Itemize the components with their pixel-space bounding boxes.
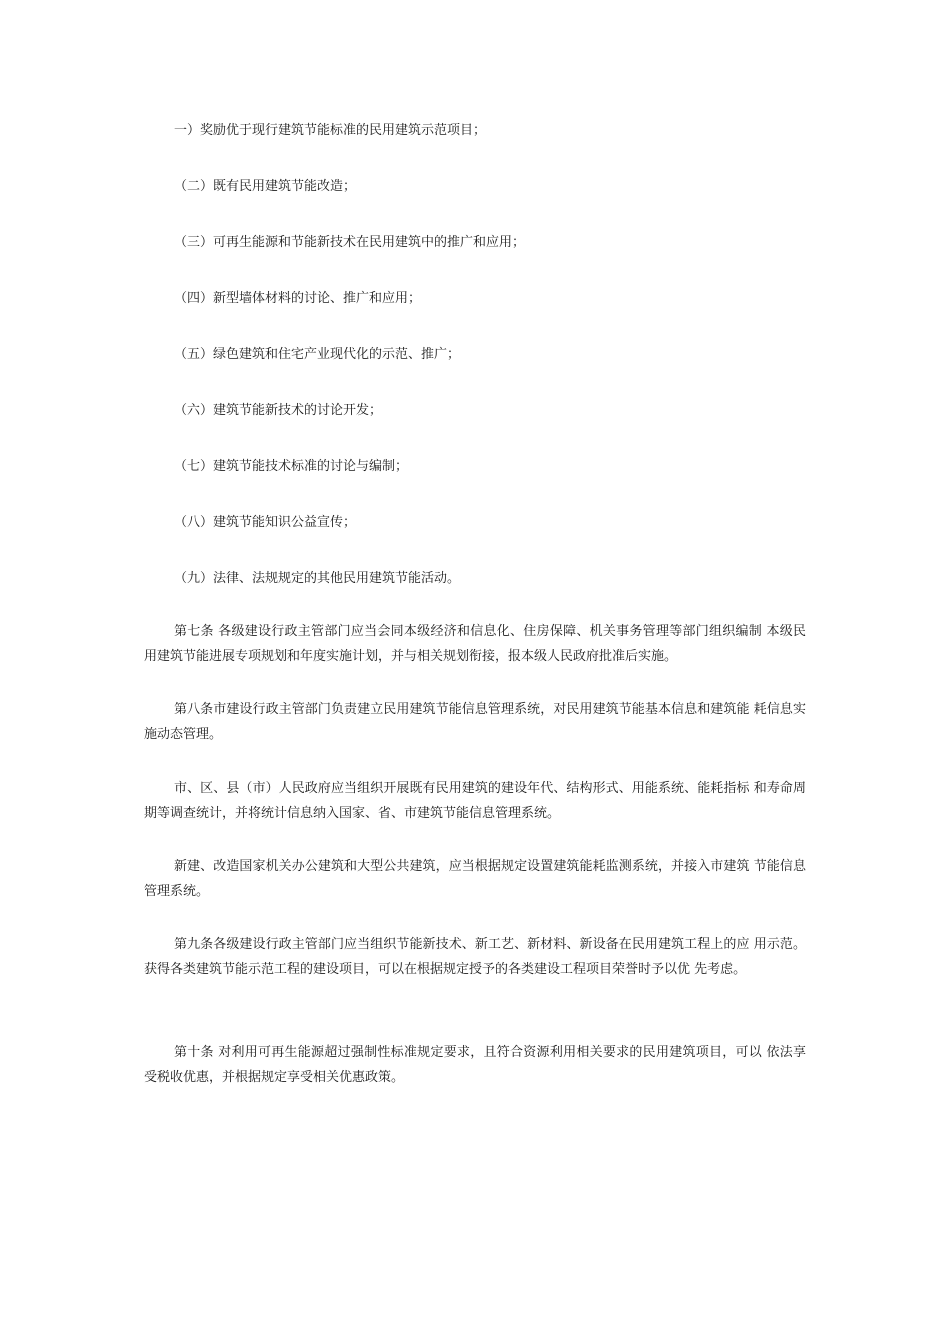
list-item-3: （三）可再生能源和节能新技术在民用建筑中的推广和应用； [174, 235, 526, 250]
list-item-4: （四）新型墙体材料的讨论、推广和应用； [174, 291, 422, 306]
list-item-7: （七）建筑节能技术标准的讨论与编制； [174, 459, 409, 474]
statistics-paragraph: 市、区、县（市）人民政府应当组织开展既有民用建筑的建设年代、结构形式、用能系统、能耗指标 和寿命周期等调查统计，并将统计信息纳入国家、省、市建筑节能信息管理系统。 [144, 781, 806, 821]
list-item-6: （六）建筑节能新技术的讨论开发； [174, 403, 383, 418]
energy-monitoring-paragraph: 新建、改造国家机关办公建筑和大型公共建筑，应当根据规定设置建筑能耗监测系统，并接入市建筑 节能信息管理系统。 [144, 859, 806, 899]
article-9-paragraph: 第九条各级建设行政主管部门应当组织节能新技术、新工艺、新材料、新设备在民用建筑工程上的应 用示范。获得各类建筑节能示范工程的建设项目，可以在根据规定授予的各类建设工程项目荣誉时予以优 先考虑。 [144, 937, 806, 977]
list-item-1: 一）奖励优于现行建筑节能标准的民用建筑示范项目； [174, 123, 487, 138]
list-item-8: （八）建筑节能知识公益宣传； [174, 515, 357, 530]
article-8-paragraph: 第八条市建设行政主管部门负责建立民用建筑节能信息管理系统，对民用建筑节能基本信息和建筑能 耗信息实施动态管理。 [144, 702, 806, 742]
article-10-paragraph: 第十条 对利用可再生能源超过强制性标准规定要求，且符合资源利用相关要求的民用建筑项目，可以 依法享受税收优惠，并根据规定享受相关优惠政策。 [144, 1045, 806, 1085]
list-item-5: （五）绿色建筑和住宅产业现代化的示范、推广； [174, 347, 461, 362]
list-item-9: （九）法律、法规规定的其他民用建筑节能活动。 [174, 571, 461, 586]
list-item-2: （二）既有民用建筑节能改造； [174, 179, 357, 194]
article-7-paragraph: 第七条 各级建设行政主管部门应当会同本级经济和信息化、住房保障、机关事务管理等部门组织编制 本级民用建筑节能进展专项规划和年度实施计划，并与相关规划衔接，报本级人民政府批准后实施。 [144, 624, 806, 664]
